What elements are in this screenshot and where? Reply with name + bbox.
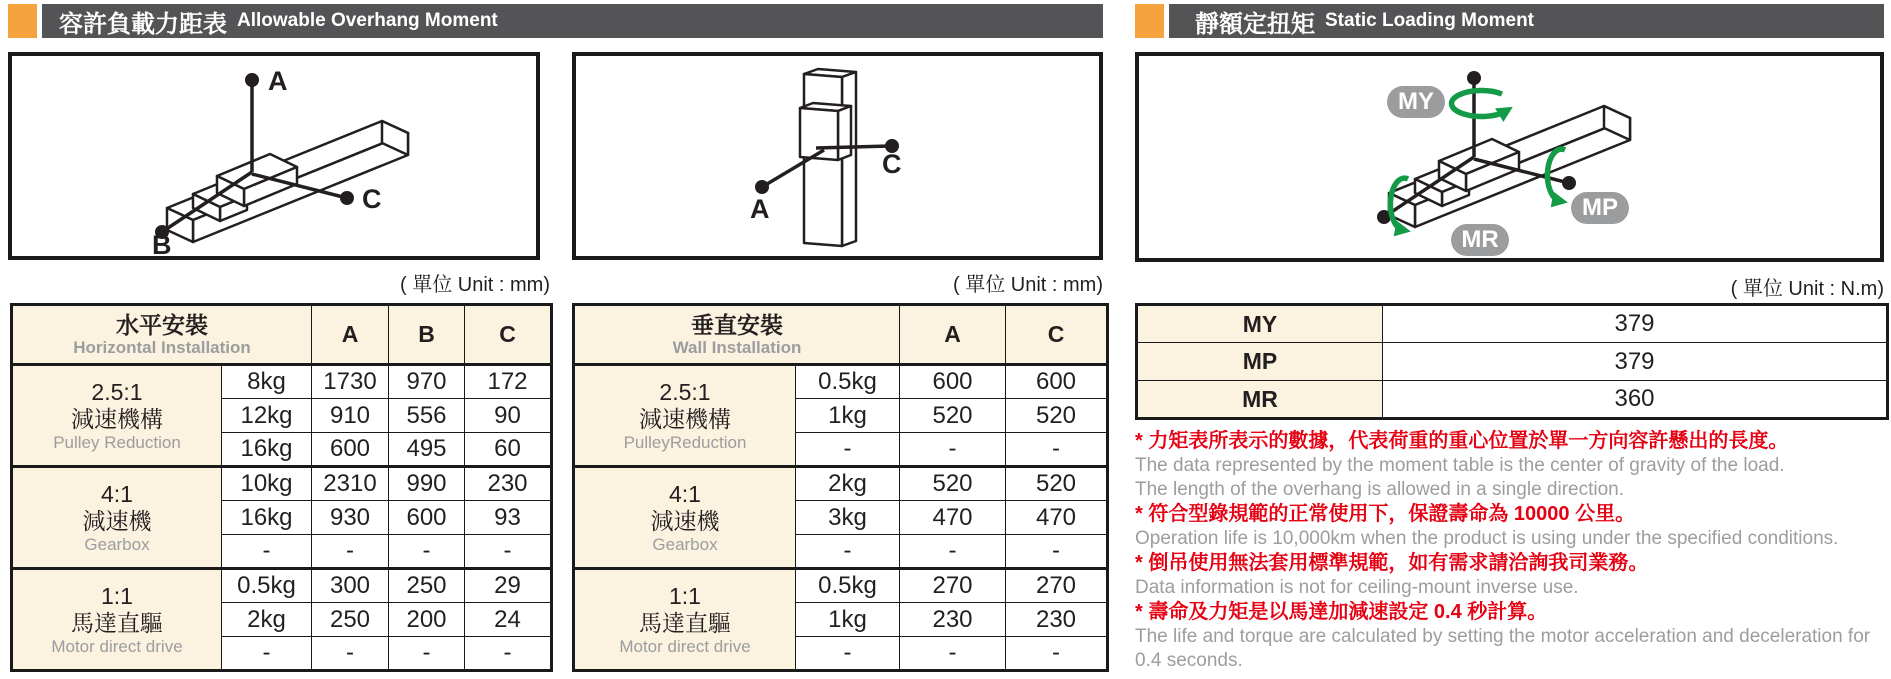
axis-c-label: C — [362, 184, 382, 214]
cell: 1kg — [796, 603, 900, 637]
table-row — [12, 467, 552, 501]
table-row — [1137, 305, 1888, 343]
cell: 172 — [465, 365, 552, 399]
group-ratio: 4:1 — [669, 480, 701, 507]
group-ratio: 1:1 — [669, 582, 701, 609]
table-title-en: Horizontal Installation — [73, 338, 251, 357]
overhang-moment-header — [8, 4, 1103, 38]
horizontal-diagram-box — [8, 52, 540, 260]
section-title-zh: 靜額定扭矩 — [1195, 10, 1315, 38]
moment-label-mr: MR — [1137, 381, 1383, 419]
cell: 520 — [1006, 467, 1108, 501]
cell: - — [1006, 433, 1108, 467]
cell: 8kg — [222, 365, 312, 399]
group-zh: 減速機構 — [71, 405, 163, 432]
group-en: Pulley Reduction — [53, 432, 181, 452]
cell: - — [796, 637, 900, 671]
unit-label-mm-left: ( 單位 Unit : mm) — [400, 274, 550, 296]
section-title-zh: 容許負載力距表 — [59, 10, 227, 38]
table-title-cell — [12, 305, 312, 365]
cell: 990 — [389, 467, 465, 501]
footnotes — [1135, 429, 1887, 673]
cell: 1kg — [796, 399, 900, 433]
note-line: Data information is not for ceiling-mount inverse use. — [1135, 577, 1579, 598]
cell: 60 — [465, 433, 552, 467]
cell: - — [312, 535, 389, 569]
accent-square — [1135, 4, 1164, 38]
group-label-cell — [12, 365, 222, 467]
moment-table — [1135, 303, 1889, 420]
wall-table — [572, 303, 1109, 672]
cell: 250 — [389, 569, 465, 603]
cell: 520 — [1006, 399, 1108, 433]
group-label-cell — [12, 467, 222, 569]
cell: - — [312, 637, 389, 671]
unit-label-mm-mid: ( 單位 Unit : mm) — [953, 274, 1103, 296]
group-label-cell — [574, 467, 796, 569]
group-label-cell — [12, 569, 222, 671]
table-row — [574, 467, 1108, 501]
table-row — [574, 569, 1108, 603]
cell: 250 — [312, 603, 389, 637]
cell: - — [796, 433, 900, 467]
group-zh: 減速機 — [82, 507, 152, 534]
my-badge-label: MY — [1398, 88, 1434, 115]
axis-b-label: B — [152, 230, 172, 256]
cell: 600 — [900, 365, 1006, 399]
section-title-en: Allowable Overhang Moment — [237, 10, 498, 31]
group-en: Gearbox — [652, 534, 718, 554]
static-diagram-box — [1135, 52, 1884, 262]
axis-c-label: C — [882, 149, 902, 179]
table-title-en: Wall Installation — [672, 338, 802, 357]
cell: - — [900, 433, 1006, 467]
cell: 2kg — [222, 603, 312, 637]
cell: 230 — [1006, 603, 1108, 637]
note-line: * 倒吊使用無法套用標準規範，如有需求請洽詢我司業務。 — [1135, 552, 1649, 574]
cell: 24 — [465, 603, 552, 637]
cell: 556 — [389, 399, 465, 433]
cell: 970 — [389, 365, 465, 399]
cell: 470 — [900, 501, 1006, 535]
cell: 3kg — [796, 501, 900, 535]
cell: - — [222, 637, 312, 671]
table-title-zh: 水平安裝 — [116, 312, 208, 338]
cell: 910 — [312, 399, 389, 433]
cell: 600 — [312, 433, 389, 467]
unit-label-nm: ( 單位 Unit : N.m) — [1730, 278, 1884, 300]
mp-badge-label: MP — [1582, 194, 1618, 221]
cell: 270 — [900, 569, 1006, 603]
note-line: The life and torque are calculated by setting the motor acceleration and deceleration for 0.4 seconds. — [1135, 626, 1871, 671]
cell: 300 — [312, 569, 389, 603]
cell: 16kg — [222, 433, 312, 467]
cell: - — [222, 535, 312, 569]
group-en: PulleyReduction — [623, 432, 747, 452]
col-header-c: C — [465, 305, 552, 365]
table-title-cell — [574, 305, 900, 365]
col-header-a: A — [312, 305, 389, 365]
moment-label-mp: MP — [1137, 343, 1383, 381]
cell: - — [389, 535, 465, 569]
table-header-row — [12, 305, 552, 365]
table-row — [1137, 381, 1888, 419]
cell: 930 — [312, 501, 389, 535]
table-row — [574, 365, 1108, 399]
group-zh: 馬達直驅 — [71, 609, 163, 636]
cell: 93 — [465, 501, 552, 535]
cell: 470 — [1006, 501, 1108, 535]
cell: 600 — [1006, 365, 1108, 399]
section-title-en: Static Loading Moment — [1325, 10, 1534, 31]
group-zh: 減速機構 — [639, 405, 731, 432]
cell: 230 — [465, 467, 552, 501]
axis-a-label: A — [268, 66, 288, 96]
group-label-cell — [574, 569, 796, 671]
cell: - — [465, 535, 552, 569]
moment-value-my: 379 — [1383, 305, 1888, 343]
cell: - — [1006, 535, 1108, 569]
cell: 520 — [900, 399, 1006, 433]
note-line: The length of the overhang is allowed in a single direction. — [1135, 479, 1625, 500]
cell: - — [465, 637, 552, 671]
cell: 90 — [465, 399, 552, 433]
note-line: * 壽命及力矩是以馬達加減速設定 0.4 秒計算。 — [1135, 601, 1548, 623]
moment-value-mp: 379 — [1383, 343, 1888, 381]
cell: 600 — [389, 501, 465, 535]
group-en: Gearbox — [84, 534, 150, 554]
cell: 495 — [389, 433, 465, 467]
table-header-row — [574, 305, 1108, 365]
col-header-a: A — [900, 305, 1006, 365]
axis-c-line — [816, 146, 892, 148]
cell: 200 — [389, 603, 465, 637]
cell: 2310 — [312, 467, 389, 501]
group-ratio: 4:1 — [101, 480, 133, 507]
accent-square — [8, 4, 37, 38]
header-bar — [42, 4, 1103, 38]
wall-diagram-box — [572, 52, 1103, 260]
static-moment-diagram — [1139, 56, 1880, 258]
cell: 12kg — [222, 399, 312, 433]
cell: 10kg — [222, 467, 312, 501]
moment-label-my: MY — [1137, 305, 1383, 343]
cell: 29 — [465, 569, 552, 603]
static-moment-header — [1135, 4, 1884, 38]
horizontal-table — [10, 303, 553, 672]
cell: - — [1006, 637, 1108, 671]
col-header-b: B — [389, 305, 465, 365]
table-row — [1137, 343, 1888, 381]
cell: 1730 — [312, 365, 389, 399]
mr-badge-label: MR — [1461, 226, 1499, 253]
cell: 0.5kg — [796, 569, 900, 603]
col-header-c: C — [1006, 305, 1108, 365]
group-en: Motor direct drive — [619, 636, 751, 656]
axis-a-label: A — [750, 194, 770, 224]
wall-installation-diagram — [576, 56, 1099, 256]
horizontal-installation-diagram — [12, 56, 536, 256]
cell: - — [900, 535, 1006, 569]
cell: 230 — [900, 603, 1006, 637]
group-zh: 減速機 — [650, 507, 720, 534]
table-row — [12, 365, 552, 399]
cell: - — [900, 637, 1006, 671]
my-rotation-arrow — [1452, 90, 1506, 116]
table-title-zh: 垂直安裝 — [691, 312, 783, 338]
note-line: * 符合型錄規範的正常使用下，保證壽命為 10000 公里。 — [1135, 503, 1636, 525]
header-bar — [1169, 4, 1884, 38]
cell: 0.5kg — [796, 365, 900, 399]
group-zh: 馬達直驅 — [639, 609, 731, 636]
cell: - — [796, 535, 900, 569]
cell: 270 — [1006, 569, 1108, 603]
note-line: * 力矩表所表示的數據，代表荷重的重心位置於單一方向容許懸出的長度。 — [1135, 430, 1789, 452]
moment-value-mr: 360 — [1383, 381, 1888, 419]
cell: 16kg — [222, 501, 312, 535]
group-ratio: 2.5:1 — [659, 378, 711, 405]
group-label-cell — [574, 365, 796, 467]
cell: 520 — [900, 467, 1006, 501]
cell: 0.5kg — [222, 569, 312, 603]
cell: - — [389, 637, 465, 671]
cell: 2kg — [796, 467, 900, 501]
note-line: Operation life is 10,000km when the product is using under the specified conditions. — [1135, 528, 1839, 549]
group-en: Motor direct drive — [51, 636, 183, 656]
group-ratio: 2.5:1 — [91, 378, 143, 405]
note-line: The data represented by the moment table is the center of gravity of the load. — [1135, 455, 1785, 476]
table-row — [12, 569, 552, 603]
group-ratio: 1:1 — [101, 582, 133, 609]
